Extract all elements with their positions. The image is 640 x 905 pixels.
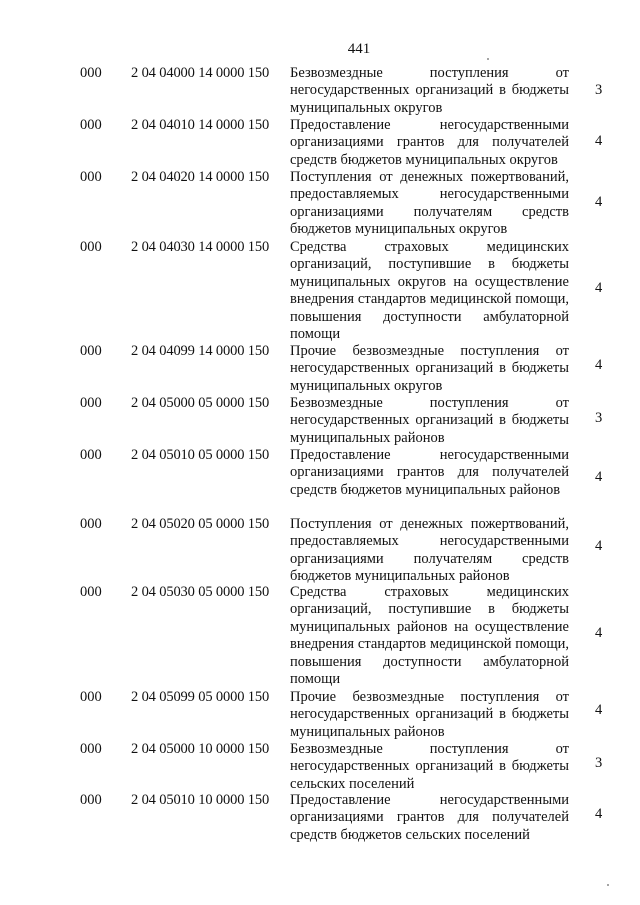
revenue-description: Безвозмездные поступления от негосударственных организаций в бюджеты муниципальных районов <box>290 395 569 446</box>
admin-code: 000 <box>80 395 102 411</box>
revenue-description: Средства страховых медицинских организаций, поступившие в бюджеты муниципальных районов на осуществление внедрения стандартов медицинской помощи, повышения доступности амбулаторной помощи <box>290 584 569 688</box>
budget-classification-code: 2 04 04010 14 0000 150 <box>131 117 270 133</box>
revenue-description: Безвозмездные поступления от негосударственных организаций в бюджеты сельских поселений <box>290 741 569 792</box>
table-row <box>0 789 640 849</box>
revenue-description: Предоставление негосударственными организациями грантов для получателей средств бюджетов муниципальных округов <box>290 117 569 168</box>
budget-classification-code: 2 04 05020 05 0000 150 <box>131 516 270 532</box>
budget-classification-code: 2 04 05000 05 0000 150 <box>131 395 270 411</box>
budget-classification-code: 2 04 04030 14 0000 150 <box>131 239 270 255</box>
admin-code: 000 <box>80 516 102 532</box>
revenue-description: Предоставление негосударственными организациями грантов для получателей средств бюджетов сельских поселений <box>290 792 569 843</box>
admin-code: 000 <box>80 65 102 81</box>
admin-code: 000 <box>80 447 102 463</box>
budget-classification-code: 2 04 05099 05 0000 150 <box>131 689 270 705</box>
level-number: 4 <box>595 280 603 296</box>
level-number: 3 <box>595 755 603 771</box>
budget-classification-code: 2 04 05030 05 0000 150 <box>131 584 270 600</box>
revenue-description: Поступления от денежных пожертвований, предоставляемых негосударственными организациями получателям средств бюджетов муниципальных районов <box>290 516 569 585</box>
budget-classification-code: 2 04 05010 05 0000 150 <box>131 447 270 463</box>
budget-classification-code: 2 04 04099 14 0000 150 <box>131 343 270 359</box>
budget-classification-code: 2 04 05010 10 0000 150 <box>131 792 270 808</box>
table-row <box>0 686 640 746</box>
table-row <box>0 581 640 688</box>
admin-code: 000 <box>80 689 102 705</box>
revenue-description: Средства страховых медицинских организаций, поступившие в бюджеты муниципальных округов на осуществление внедрения стандартов медицинской помощи, повышения доступности амбулаторной помощи <box>290 239 569 343</box>
admin-code: 000 <box>80 343 102 359</box>
level-number: 4 <box>595 469 603 485</box>
admin-code: 000 <box>80 117 102 133</box>
table-row <box>0 392 640 452</box>
admin-code: 000 <box>80 792 102 808</box>
budget-classification-code: 2 04 05000 10 0000 150 <box>131 741 270 757</box>
table-row <box>0 444 640 504</box>
revenue-description: Безвозмездные поступления от негосударственных организаций в бюджеты муниципальных округов <box>290 65 569 116</box>
table-row <box>0 236 640 343</box>
revenue-description: Прочие безвозмездные поступления от негосударственных организаций в бюджеты муниципальных районов <box>290 689 569 740</box>
page-number: 441 <box>347 41 371 57</box>
revenue-description: Поступления от денежных пожертвований, предоставляемых негосударственными организациями получателям средств бюджетов муниципальных округов <box>290 169 569 238</box>
revenue-description: Прочие безвозмездные поступления от негосударственных организаций в бюджеты муниципальных округов <box>290 343 569 394</box>
admin-code: 000 <box>80 584 102 600</box>
admin-code: 000 <box>80 239 102 255</box>
budget-classification-code: 2 04 04000 14 0000 150 <box>131 65 270 81</box>
table-row <box>0 114 640 174</box>
budget-classification-code: 2 04 04020 14 0000 150 <box>131 169 270 185</box>
level-number: 4 <box>595 702 603 718</box>
level-number: 3 <box>595 82 603 98</box>
scan-speck <box>607 884 609 886</box>
level-number: 4 <box>595 133 603 149</box>
admin-code: 000 <box>80 169 102 185</box>
level-number: 4 <box>595 625 603 641</box>
table-row <box>0 166 640 238</box>
admin-code: 000 <box>80 741 102 757</box>
table-row <box>0 513 640 585</box>
level-number: 4 <box>595 357 603 373</box>
revenue-description: Предоставление негосударственными организациями грантов для получателей средств бюджетов муниципальных районов <box>290 447 569 498</box>
table-row <box>0 340 640 400</box>
level-number: 4 <box>595 538 603 554</box>
level-number: 4 <box>595 194 603 210</box>
table-row <box>0 62 640 122</box>
scan-speck <box>487 58 489 60</box>
level-number: 3 <box>595 410 603 426</box>
level-number: 4 <box>595 806 603 822</box>
